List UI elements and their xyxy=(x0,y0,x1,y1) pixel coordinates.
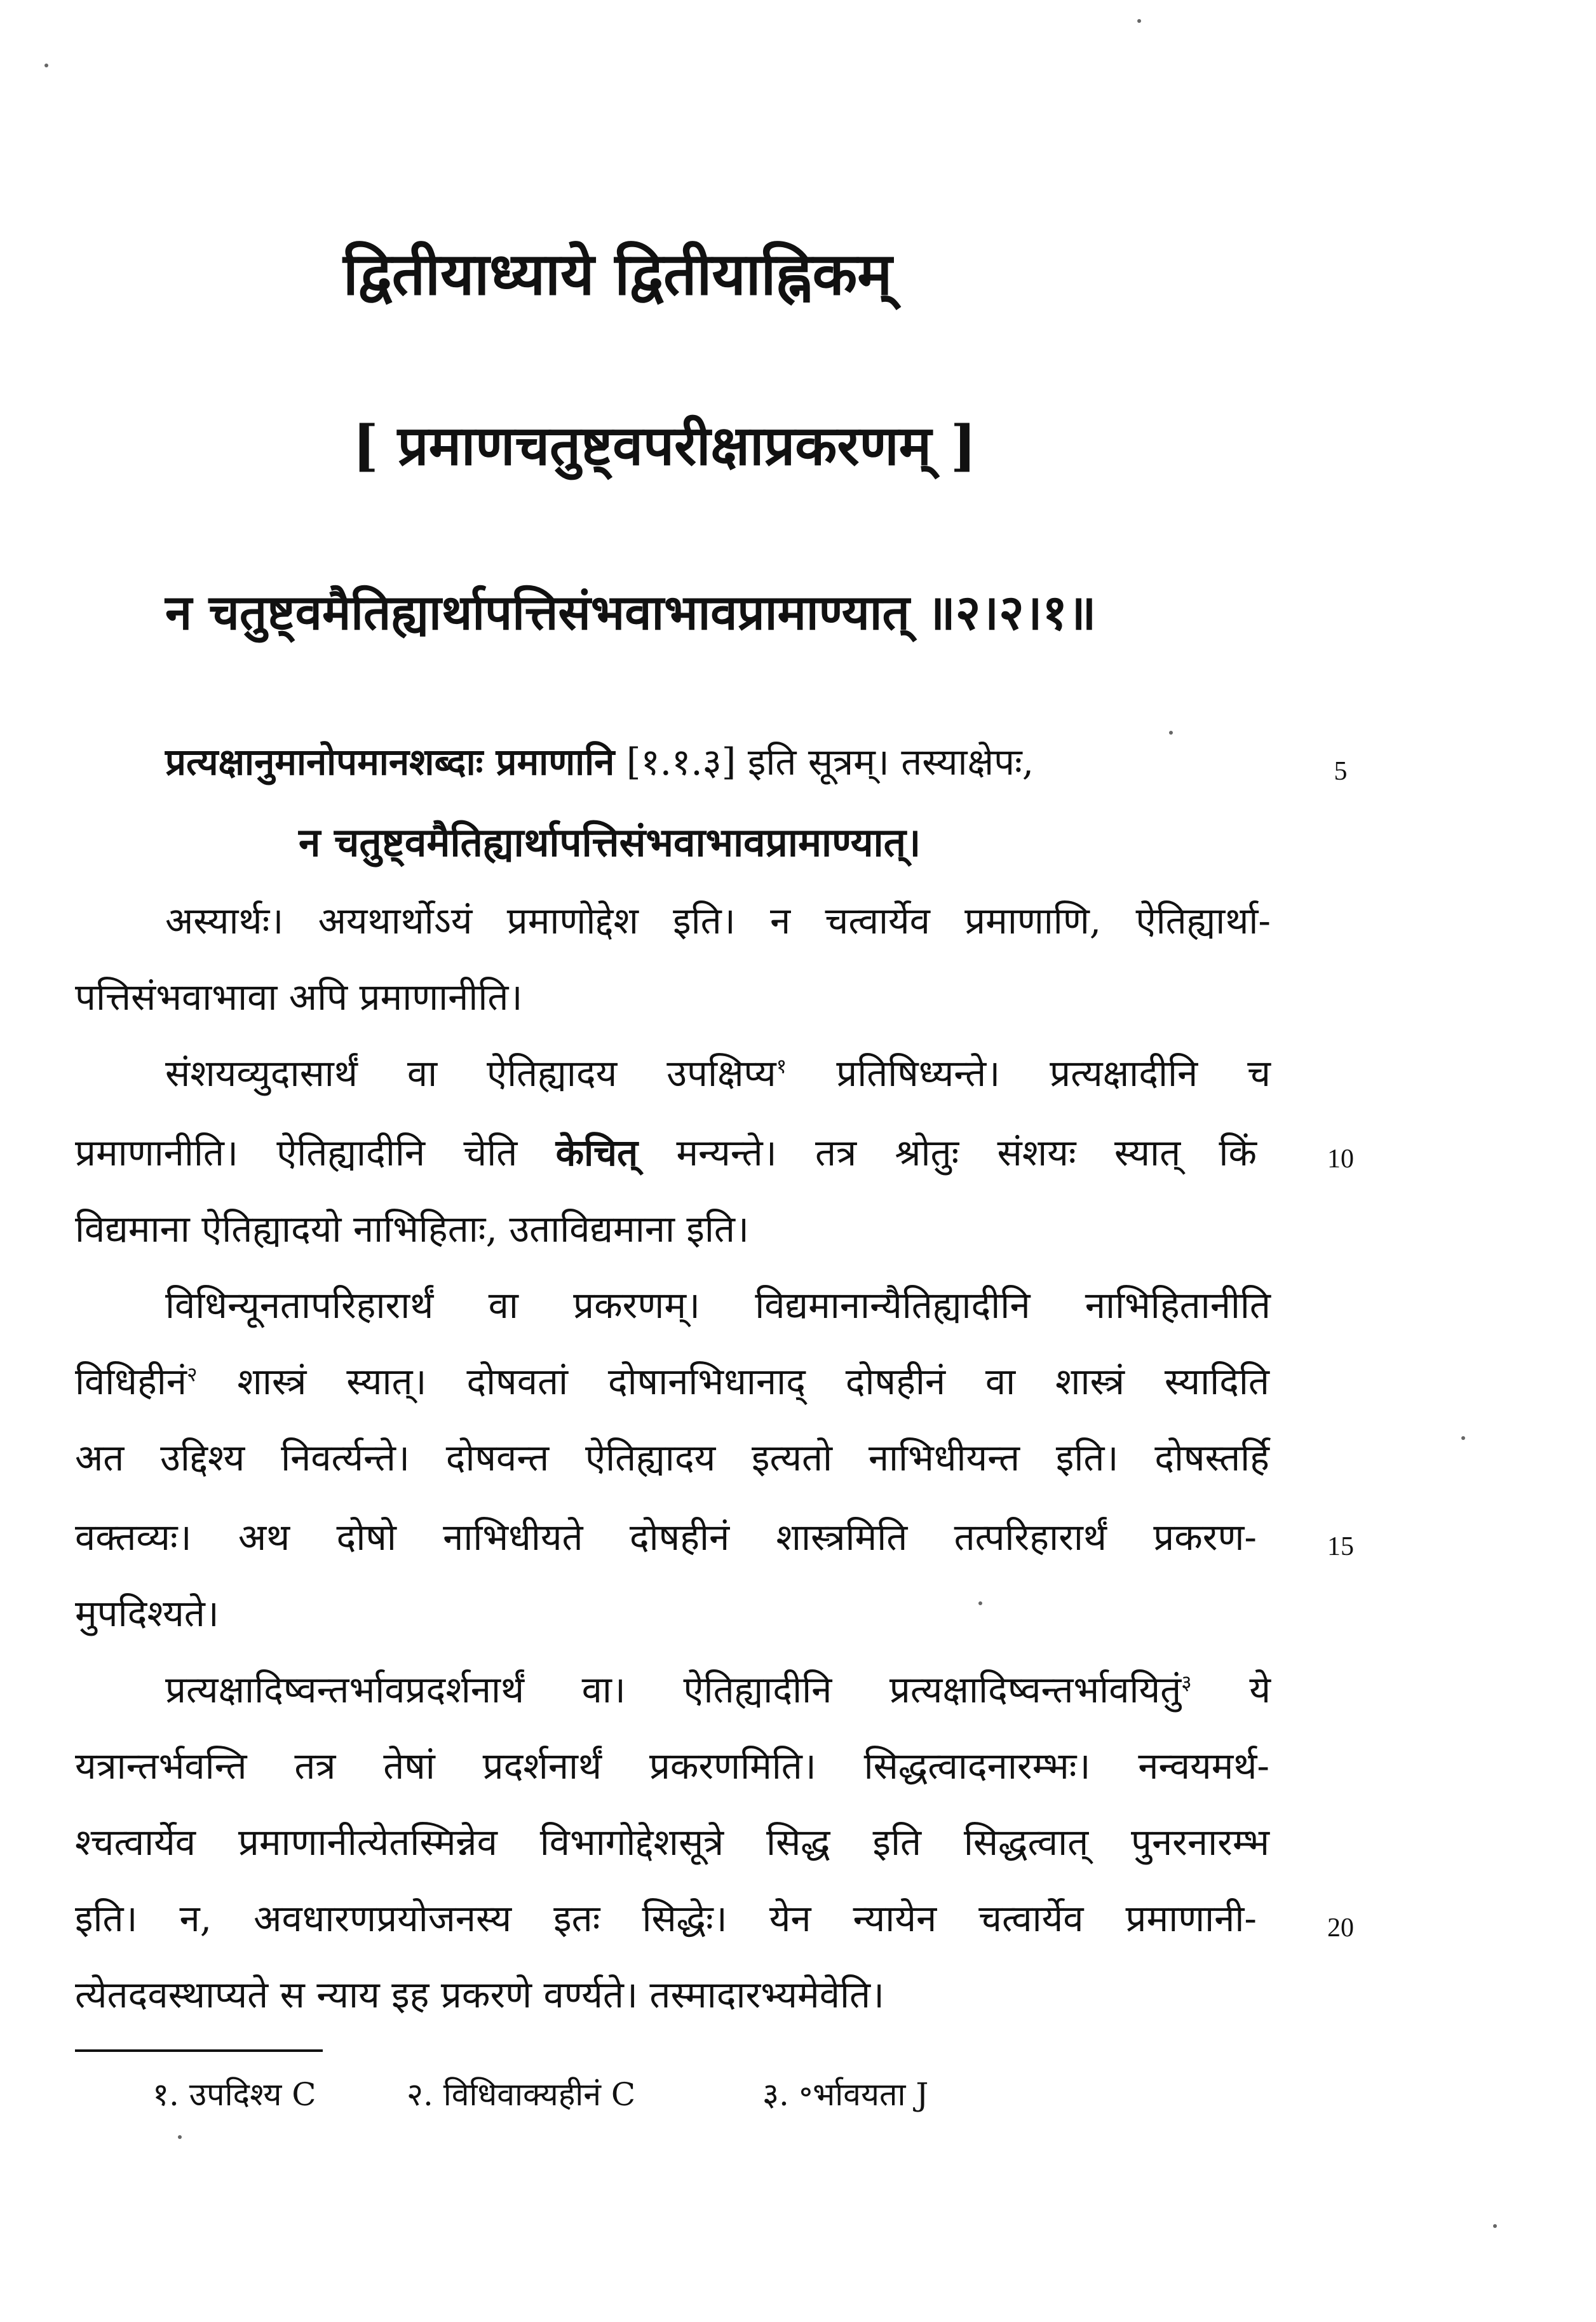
line-number-15: 15 xyxy=(1327,1532,1354,1561)
commentary-line-9: विधिहीनं$^२$ शास्त्रं स्यात्। दोषवतां दोषानभिधानाद् दोषहीनं वा शास्त्रं स्यादिति xyxy=(75,1360,1269,1403)
commentary-line-3: अस्यार्थः। अयथार्थोऽयं प्रमाणोद्देश इति। न चत्वार्येव प्रमाणाणि, ऐतिह्यार्था- xyxy=(165,899,1271,942)
commentary-line-4: पत्तिसंभवाभावा अपि प्रमाणानीति। xyxy=(75,975,523,1019)
scan-speck xyxy=(44,64,48,67)
section-title: [ प्रमाणचतुष्ट्वपरीक्षाप्रकरणम् ] xyxy=(353,414,977,478)
scan-speck xyxy=(1493,2224,1497,2228)
footnote-rule xyxy=(75,2049,323,2052)
pramana-sutra-quote: प्रत्यक्षानुमानोपमानशब्दाः प्रमाणानि xyxy=(165,740,615,784)
footnote-2: २. विधिवाक्यहीनं C xyxy=(407,2076,636,2113)
commentary-line-10: अत उद्दिश्य निवर्त्यन्ते। दोषवन्त ऐतिह्यादय इत्यतो नाभिधीयन्त इति। दोषस्तर्हि xyxy=(75,1436,1269,1479)
commentary-line-5: संशयव्युदासार्थं वा ऐतिह्यादय उपक्षिप्य$^१$ प्रतिषिध्यन्ते। प्रत्यक्षादीनि च xyxy=(165,1052,1271,1095)
line-number-5: 5 xyxy=(1334,757,1348,786)
commentary-line-2: न चतुष्ट्वमैतिह्यार्थापत्तिसंभवाभावप्रामाण्यात्। xyxy=(299,819,921,866)
line-number-10: 10 xyxy=(1327,1144,1354,1174)
commentary-line-13: प्रत्यक्षादिष्वन्तर्भावप्रदर्शनार्थं वा। ऐतिह्यादीनि प्रत्यक्षादिष्वन्तर्भावयितुं$^३$ ये xyxy=(165,1668,1271,1711)
line-number-20: 20 xyxy=(1327,1913,1354,1943)
sutra-heading: न चतुष्ट्वमैतिह्यार्थापत्तिसंभवाभावप्रामाण्यात् ॥२।२।१॥ xyxy=(165,584,1097,641)
commentary-line-6: प्रमाणानीति। ऐतिह्यादीनि चेति केचित् मन्यन्ते। तत्र श्रोतुः संशयः स्यात् किं xyxy=(75,1131,1257,1174)
commentary-line-12: मुपदिश्यते। xyxy=(75,1592,219,1635)
footnote-1: १. उपदिश्य C xyxy=(152,2076,316,2113)
commentary-line-17: त्येतदवस्थाप्यते स न्याय इह प्रकरणे वर्ण्यते। तस्मादारभ्यमेवेति। xyxy=(75,1973,885,2016)
commentary-line-15: श्चत्वार्येव प्रमाणानीत्येतस्मिन्नेव विभागोद्देशसूत्रे सिद्ध इति सिद्धत्वात् पुनरनारम्भ xyxy=(75,1821,1269,1864)
scan-speck xyxy=(1169,731,1173,735)
scan-speck xyxy=(178,2135,182,2139)
commentary-line-1: प्रत्यक्षानुमानोपमानशब्दाः प्रमाणानि [१.१.३] इति सूत्रम्। तस्याक्षेपः, xyxy=(165,740,1034,784)
scan-speck xyxy=(978,1601,982,1605)
chapter-title: द्वितीयाध्याये द्वितीयाह्निकम् xyxy=(343,240,893,308)
footnote-3: ३. ॰र्भावयता J xyxy=(762,2076,929,2113)
commentary-line-7: विद्यमाना ऐतिह्यादयो नाभिहिताः, उताविद्यमाना इति। xyxy=(75,1207,749,1251)
scan-speck xyxy=(1461,1436,1465,1440)
commentary-line-8: विधिन्यूनतापरिहारार्थं वा प्रकरणम्। विद्यमानान्यैतिह्यादीनि नाभिहितानीति xyxy=(165,1284,1271,1327)
commentary-line-16: इति। न, अवधारणप्रयोजनस्य इतः सिद्धेः। येन न्यायेन चत्वार्येव प्रमाणानी- xyxy=(75,1897,1257,1940)
commentary-line-11: वक्तव्यः। अथ दोषो नाभिधीयते दोषहीनं शास्त्रमिति तत्परिहारार्थं प्रकरण- xyxy=(75,1516,1257,1559)
scan-speck xyxy=(1137,19,1141,23)
commentary-line-14: यत्रान्तर्भवन्ति तत्र तेषां प्रदर्शनार्थं प्रकरणमिति। सिद्धत्वादनारम्भः। नन्वयमर्थ- xyxy=(75,1744,1269,1788)
